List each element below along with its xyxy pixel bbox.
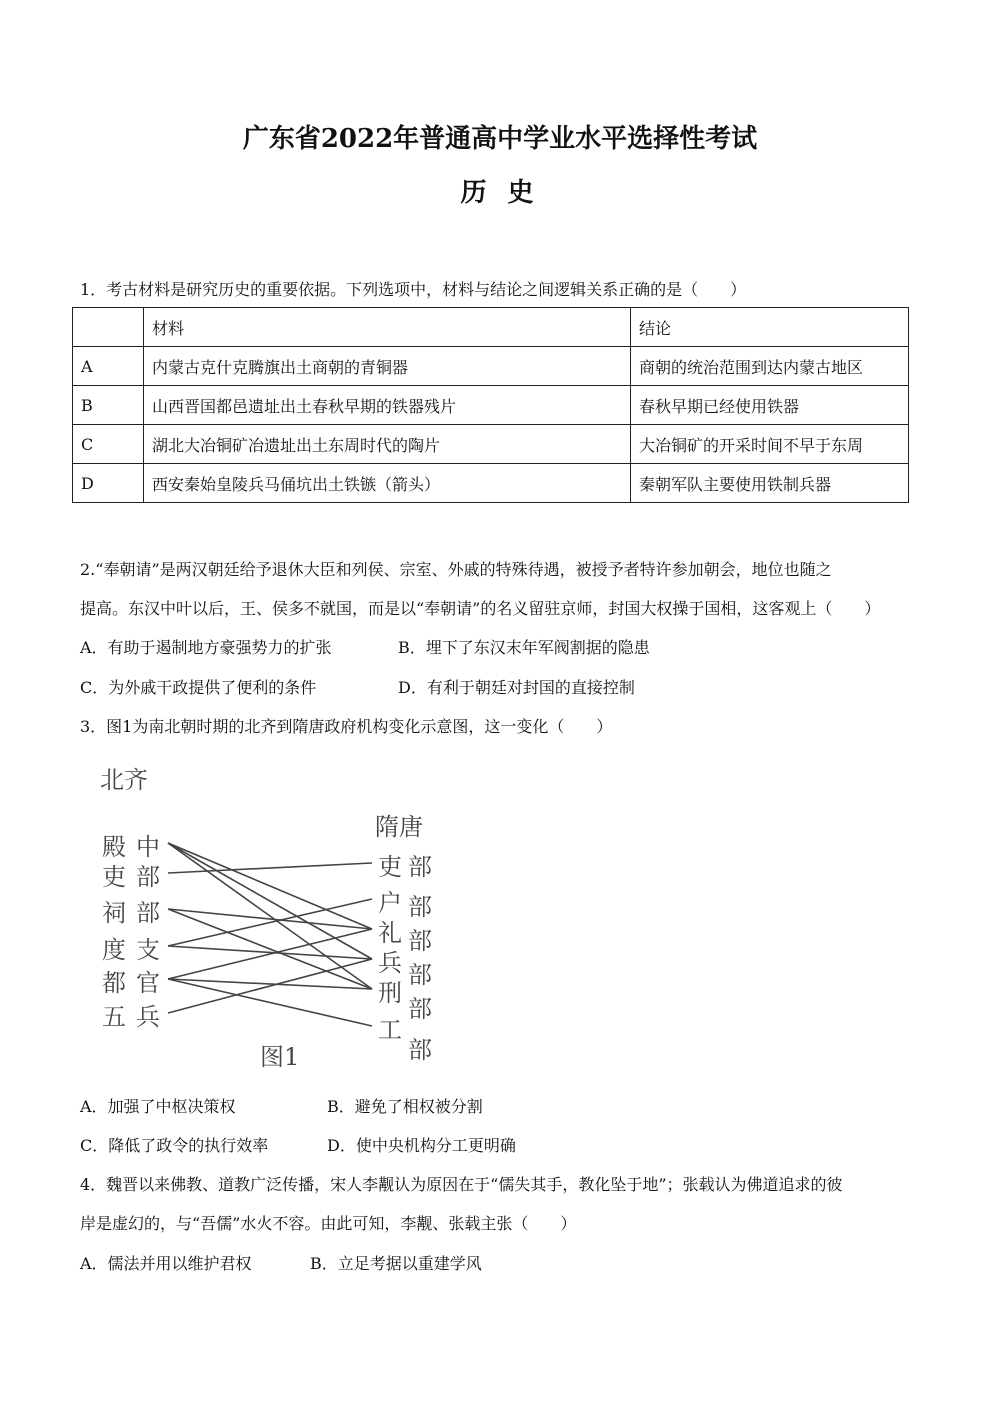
figure-arrow <box>168 909 372 989</box>
cell: 商朝的统治范围到达内蒙古地区 <box>631 347 909 386</box>
q2-option-c: C．为外戚干政提供了便利的条件 <box>80 678 317 697</box>
q3-option-c: C．降低了政令的执行效率 <box>80 1136 269 1155</box>
figure-arrow <box>168 979 372 989</box>
q3-option-b: B．避免了相权被分割 <box>327 1097 483 1116</box>
figure-left-label: 都 <box>102 969 126 997</box>
q4-stem-line1: 4．魏晋以来佛教、道教广泛传播，宋人李觏认为原因在于“儒失其手，教化坠于地”；张载认为佛道追求的彼 <box>80 1175 843 1194</box>
figure-right-label: 工 <box>378 1016 402 1044</box>
table-header-row <box>73 308 909 347</box>
figure-arrow <box>168 909 372 929</box>
subject-title: 历 史 <box>460 178 540 208</box>
cell: 湖北大冶铜矿冶遗址出土东周时代的陶片 <box>144 425 631 464</box>
figure-arrow <box>168 946 372 959</box>
q2-stem-line2: 提高。东汉中叶以后，王、侯多不就国，而是以“奉朝请”的名义留驻京师，封国大权操于国相，这客观上（ ） <box>80 599 881 618</box>
figure-right-label: 部 <box>408 961 432 989</box>
q1-table <box>72 307 909 503</box>
cell: B <box>73 386 144 425</box>
figure-left-label: 官 <box>136 969 160 997</box>
q2-option-b: B．埋下了东汉末年军阀割据的隐患 <box>398 638 650 657</box>
q3-stem: 3．图1为南北朝时期的北齐到隋唐政府机构变化示意图，这一变化（ ） <box>80 717 613 736</box>
figure-right-label: 部 <box>408 1036 432 1064</box>
figure-left-title: 北齐 <box>100 766 148 794</box>
cell: 春秋早期已经使用铁器 <box>631 386 909 425</box>
figure-left-label: 祠 <box>102 899 126 927</box>
q4-option-b: B．立足考据以重建学风 <box>310 1254 482 1273</box>
figure-right-label: 部 <box>408 995 432 1023</box>
figure-right-label: 部 <box>408 893 432 921</box>
q4-option-a: A．儒法并用以维护君权 <box>80 1254 252 1273</box>
figure-left-label: 度 <box>102 936 126 964</box>
cell: 山西晋国都邑遗址出土春秋早期的铁器残片 <box>144 386 631 425</box>
figure-left-label: 殿 <box>102 833 126 861</box>
q3-option-d: D．使中央机构分工更明确 <box>327 1136 516 1155</box>
figure-left-label: 支 <box>136 936 160 964</box>
figure-right-title: 隋唐 <box>375 813 423 841</box>
cell: A <box>73 347 144 386</box>
exam-title: 广东省2022年普通高中学业水平选择性考试 <box>242 124 758 154</box>
figure-right-label: 刑 <box>378 979 402 1007</box>
figure-right-label: 礼 <box>378 919 402 947</box>
figure-right-label: 吏 <box>378 853 402 881</box>
figure-left-label: 部 <box>136 863 160 891</box>
table-row <box>73 386 909 425</box>
figure-right-label: 部 <box>408 853 432 881</box>
cell: 西安秦始皇陵兵马俑坑出土铁镞（箭头） <box>144 464 631 503</box>
figure-left-label: 五 <box>102 1003 126 1031</box>
figure-1-diagram <box>80 755 460 1075</box>
q1-stem: 1．考古材料是研究历史的重要依据。下列选项中，材料与结论之间逻辑关系正确的是（ ） <box>80 280 747 299</box>
figure-right-label: 兵 <box>378 949 402 977</box>
table-header: 材料 <box>144 308 631 347</box>
cell: 大冶铜矿的开采时间不早于东周 <box>631 425 909 464</box>
q3-option-a: A．加强了中枢决策权 <box>80 1097 236 1116</box>
cell: 秦朝军队主要使用铁制兵器 <box>631 464 909 503</box>
table-header <box>73 308 144 347</box>
figure-left-label: 部 <box>136 899 160 927</box>
table-row <box>73 347 909 386</box>
figure-arrow <box>168 899 372 946</box>
figure-arrow <box>168 843 372 959</box>
cell: C <box>73 425 144 464</box>
table-row <box>73 464 909 503</box>
q2-option-a: A．有助于遏制地方豪强势力的扩张 <box>80 638 332 657</box>
q2-option-d: D．有利于朝廷对封国的直接控制 <box>398 678 635 697</box>
figure-left-label: 中 <box>136 833 160 861</box>
table-row <box>73 425 909 464</box>
q4-stem-line2: 岸是虚幻的，与“吾儒”水火不容。由此可知，李觏、张载主张（ ） <box>80 1214 577 1233</box>
figure-left-label: 吏 <box>102 863 126 891</box>
cell: 内蒙古克什克腾旗出土商朝的青铜器 <box>144 347 631 386</box>
figure-right-label: 户 <box>378 889 402 917</box>
cell: D <box>73 464 144 503</box>
q2-stem-line1: 2.“奉朝请”是两汉朝廷给予退休大臣和列侯、宗室、外戚的特殊待遇，被授予者特许参加朝会，地位也随之 <box>80 560 832 579</box>
figure-arrow <box>168 929 372 979</box>
table-header: 结论 <box>631 308 909 347</box>
figure-left-label: 兵 <box>136 1003 160 1031</box>
figure-caption: 图1 <box>260 1043 300 1071</box>
figure-right-label: 部 <box>408 927 432 955</box>
